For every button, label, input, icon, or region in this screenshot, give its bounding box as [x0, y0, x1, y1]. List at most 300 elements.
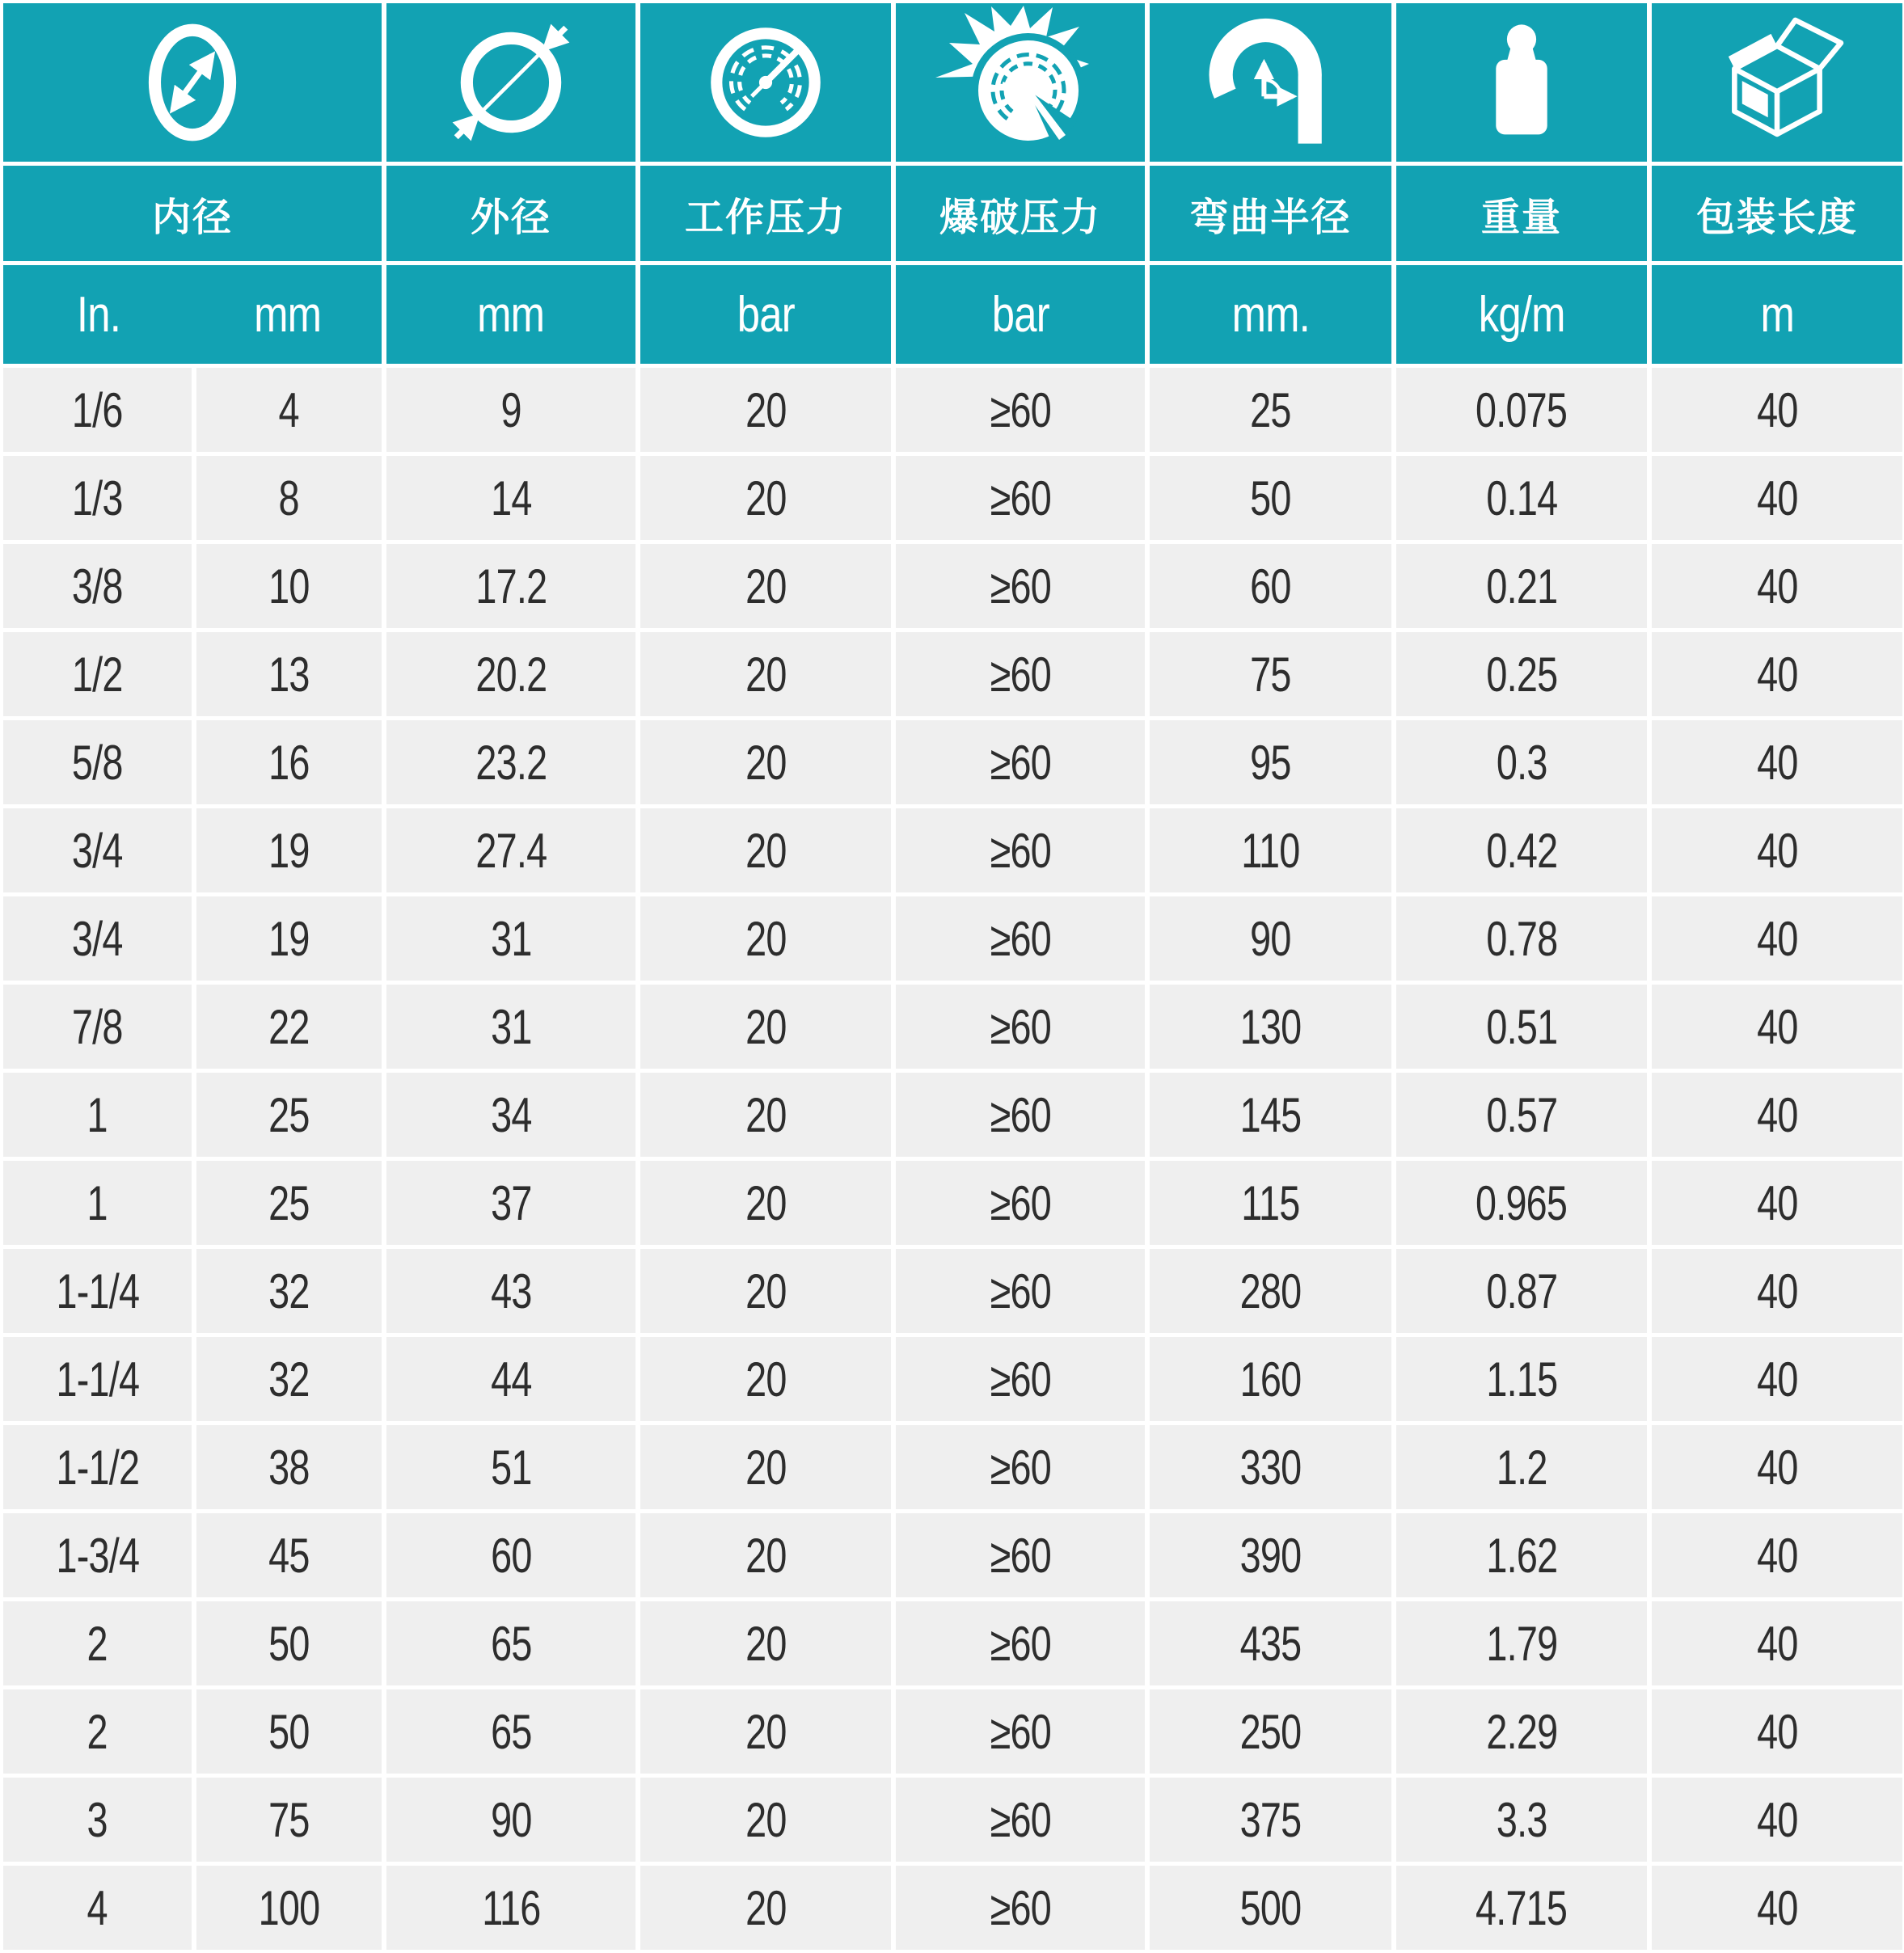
data-cell-row1-col1	[3, 368, 192, 452]
data-cell-row8-col3	[386, 985, 635, 1069]
data-cell-row10-col6	[1150, 1161, 1391, 1245]
data-value: 50	[268, 1704, 310, 1759]
data-value: 0.51	[1486, 999, 1557, 1054]
data-value: 2.29	[1486, 1704, 1557, 1759]
data-cell-row8-col6	[1150, 985, 1391, 1069]
data-value: 40	[1756, 823, 1798, 878]
data-cell-row6-col5	[896, 808, 1145, 892]
column-header-outer-diameter: 外径	[386, 166, 635, 261]
data-value: 20	[745, 911, 787, 966]
data-cell-row4-col5	[896, 632, 1145, 716]
data-cell-row15-col5	[896, 1601, 1145, 1685]
data-value: 20	[745, 1792, 787, 1847]
data-cell-row16-col5	[896, 1689, 1145, 1774]
data-value: ≥60	[990, 1616, 1051, 1671]
data-cell-row3-col5	[896, 544, 1145, 628]
data-cell-row12-col7	[1396, 1337, 1647, 1421]
data-value: 20	[745, 823, 787, 878]
data-cell-row11-col6	[1150, 1249, 1391, 1333]
data-value: ≥60	[990, 999, 1051, 1054]
data-cell-row15-col6	[1150, 1601, 1391, 1685]
data-value: 20	[745, 999, 787, 1054]
column-header-package-length: 包装长度	[1652, 166, 1902, 261]
data-value: 3	[87, 1792, 108, 1847]
data-value: 4	[278, 382, 300, 437]
data-cell-row10-col2	[196, 1161, 382, 1245]
data-cell-row14-col5	[896, 1513, 1145, 1597]
data-cell-row8-col1	[3, 985, 192, 1069]
data-cell-row9-col2	[196, 1073, 382, 1157]
data-cell-row10-col4	[640, 1161, 891, 1245]
data-value: 40	[1756, 1792, 1798, 1847]
data-value: 0.57	[1486, 1087, 1557, 1142]
data-value: 60	[1250, 559, 1291, 614]
data-cell-row8-col7	[1396, 985, 1647, 1069]
data-cell-row5-col6	[1150, 720, 1391, 804]
data-cell-row14-col1	[3, 1513, 192, 1597]
data-value: 9	[500, 382, 521, 437]
data-value: 0.14	[1486, 470, 1557, 525]
data-value: 14	[490, 470, 532, 525]
data-value: 1-1/4	[56, 1352, 139, 1407]
data-cell-row3-col8	[1652, 544, 1902, 628]
data-value: 27.4	[475, 823, 547, 878]
data-cell-row5-col7	[1396, 720, 1647, 804]
data-cell-row1-col3	[386, 368, 635, 452]
data-value: 31	[490, 911, 532, 966]
data-value: 25	[268, 1087, 310, 1142]
data-value: ≥60	[990, 1792, 1051, 1847]
data-cell-row5-col3	[386, 720, 635, 804]
data-value: 13	[268, 647, 310, 702]
data-value: 17.2	[475, 559, 547, 614]
data-cell-row7-col2	[196, 896, 382, 981]
weight-icon-cell	[1396, 3, 1647, 162]
data-cell-row11-col3	[386, 1249, 635, 1333]
unit-label: bar	[991, 286, 1049, 343]
data-value: ≥60	[990, 1880, 1051, 1935]
data-cell-row14-col4	[640, 1513, 891, 1597]
data-value: ≥60	[990, 1528, 1051, 1583]
data-value: 250	[1239, 1704, 1302, 1759]
outer-diameter-icon-cell	[386, 3, 635, 162]
data-value: 3/8	[72, 559, 123, 614]
data-value: 20	[745, 470, 787, 525]
data-value: 20	[745, 382, 787, 437]
data-cell-row10-col8	[1652, 1161, 1902, 1245]
column-header-inner-diameter: 内径	[3, 166, 382, 261]
data-value: 38	[268, 1440, 310, 1495]
data-value: 20	[745, 1880, 787, 1935]
data-value: 45	[268, 1528, 310, 1583]
data-cell-row9-col1	[3, 1073, 192, 1157]
data-cell-row6-col4	[640, 808, 891, 892]
data-value: 25	[268, 1175, 310, 1230]
data-cell-row1-col8	[1652, 368, 1902, 452]
data-value: 100	[258, 1880, 320, 1935]
data-value: 10	[268, 559, 310, 614]
data-cell-row3-col4	[640, 544, 891, 628]
data-cell-row17-col4	[640, 1778, 891, 1862]
data-value: 20	[745, 1704, 787, 1759]
data-cell-row13-col7	[1396, 1425, 1647, 1509]
data-cell-row4-col4	[640, 632, 891, 716]
column-header-weight: 重量	[1396, 166, 1647, 261]
data-cell-row2-col3	[386, 456, 635, 540]
data-cell-row8-col4	[640, 985, 891, 1069]
data-cell-row11-col5	[896, 1249, 1145, 1333]
data-value: 40	[1756, 647, 1798, 702]
data-cell-row14-col3	[386, 1513, 635, 1597]
data-cell-row4-col6	[1150, 632, 1391, 716]
data-value: 75	[268, 1792, 310, 1847]
data-cell-row3-col7	[1396, 544, 1647, 628]
data-cell-row11-col8	[1652, 1249, 1902, 1333]
unit-label: mm.	[1231, 286, 1310, 343]
data-value: 65	[490, 1704, 532, 1759]
data-cell-row7-col7	[1396, 896, 1647, 981]
data-value: 130	[1239, 999, 1302, 1054]
data-value: 40	[1756, 1175, 1798, 1230]
data-value: ≥60	[990, 1087, 1051, 1142]
data-value: 1/6	[72, 382, 123, 437]
data-cell-row14-col2	[196, 1513, 382, 1597]
data-value: 1-3/4	[56, 1528, 139, 1583]
data-cell-row1-col4	[640, 368, 891, 452]
data-value: ≥60	[990, 559, 1051, 614]
data-cell-row18-col5	[896, 1866, 1145, 1950]
data-cell-row5-col4	[640, 720, 891, 804]
data-cell-row7-col8	[1652, 896, 1902, 981]
data-cell-row4-col8	[1652, 632, 1902, 716]
data-value: 1.79	[1486, 1616, 1557, 1671]
data-cell-row17-col1	[3, 1778, 192, 1862]
data-value: 20	[745, 1175, 787, 1230]
data-cell-row16-col7	[1396, 1689, 1647, 1774]
data-cell-row16-col6	[1150, 1689, 1391, 1774]
inner-diameter-icon	[133, 13, 251, 152]
data-cell-row9-col4	[640, 1073, 891, 1157]
data-cell-row10-col1	[3, 1161, 192, 1245]
data-cell-row5-col2	[196, 720, 382, 804]
unit-inner-diameter-inch	[3, 286, 194, 344]
data-cell-row2-col8	[1652, 456, 1902, 540]
data-cell-row14-col6	[1150, 1513, 1391, 1597]
unit-cell-working-pressure	[640, 265, 891, 364]
data-cell-row15-col8	[1652, 1601, 1902, 1685]
data-cell-row4-col3	[386, 632, 635, 716]
data-value: ≥60	[990, 1352, 1051, 1407]
data-cell-row9-col8	[1652, 1073, 1902, 1157]
data-cell-row12-col6	[1150, 1337, 1391, 1421]
data-value: 116	[481, 1880, 541, 1935]
data-value: 40	[1756, 559, 1798, 614]
data-value: 0.87	[1486, 1263, 1557, 1318]
data-cell-row18-col3	[386, 1866, 635, 1950]
data-cell-row7-col5	[896, 896, 1145, 981]
data-value: 37	[490, 1175, 532, 1230]
data-cell-row5-col1	[3, 720, 192, 804]
data-cell-row11-col1	[3, 1249, 192, 1333]
data-cell-row7-col4	[640, 896, 891, 981]
data-cell-row6-col8	[1652, 808, 1902, 892]
data-cell-row2-col7	[1396, 456, 1647, 540]
data-cell-row18-col2	[196, 1866, 382, 1950]
data-value: 40	[1756, 1087, 1798, 1142]
data-cell-row6-col1	[3, 808, 192, 892]
data-value: 40	[1756, 1528, 1798, 1583]
data-cell-row11-col7	[1396, 1249, 1647, 1333]
data-value: ≥60	[990, 470, 1051, 525]
data-cell-row2-col1	[3, 456, 192, 540]
data-value: 34	[490, 1087, 532, 1142]
unit-cell-weight	[1396, 265, 1647, 364]
data-value: 145	[1239, 1087, 1302, 1142]
unit-label: In.	[76, 286, 121, 343]
data-value: 3/4	[72, 823, 123, 878]
data-value: ≥60	[990, 1175, 1051, 1230]
data-value: 115	[1241, 1175, 1300, 1230]
data-cell-row13-col1	[3, 1425, 192, 1509]
data-cell-row11-col4	[640, 1249, 891, 1333]
data-cell-row12-col8	[1652, 1337, 1902, 1421]
data-cell-row17-col5	[896, 1778, 1145, 1862]
data-value: 40	[1756, 1880, 1798, 1935]
data-value: 280	[1239, 1263, 1302, 1318]
data-value: 31	[490, 999, 532, 1054]
unit-cell-bend-radius	[1150, 265, 1391, 364]
unit-label: bar	[737, 286, 795, 343]
data-cell-row10-col5	[896, 1161, 1145, 1245]
inner-diameter-icon-cell	[3, 3, 382, 162]
data-value: 1.15	[1486, 1352, 1557, 1407]
data-cell-row12-col4	[640, 1337, 891, 1421]
data-cell-row4-col7	[1396, 632, 1647, 716]
data-cell-row11-col2	[196, 1249, 382, 1333]
data-cell-row13-col3	[386, 1425, 635, 1509]
data-cell-row14-col7	[1396, 1513, 1647, 1597]
data-value: ≥60	[990, 911, 1051, 966]
unit-label: mm	[254, 286, 322, 343]
data-cell-row12-col5	[896, 1337, 1145, 1421]
working-pressure-gauge-icon	[696, 13, 835, 152]
data-value: 0.075	[1475, 382, 1568, 437]
data-cell-row6-col2	[196, 808, 382, 892]
package-length-icon	[1701, 6, 1853, 158]
data-cell-row9-col7	[1396, 1073, 1647, 1157]
data-cell-row6-col6	[1150, 808, 1391, 892]
data-value: 20	[745, 1087, 787, 1142]
data-value: 0.42	[1486, 823, 1557, 878]
data-value: 44	[490, 1352, 532, 1407]
data-cell-row12-col2	[196, 1337, 382, 1421]
data-cell-row17-col2	[196, 1778, 382, 1862]
data-value: 16	[268, 735, 310, 790]
data-cell-row15-col3	[386, 1601, 635, 1685]
data-cell-row3-col1	[3, 544, 192, 628]
data-cell-row2-col5	[896, 456, 1145, 540]
spec-table	[3, 3, 1901, 1950]
data-value: 7/8	[72, 999, 123, 1054]
data-cell-row15-col1	[3, 1601, 192, 1685]
data-value: 40	[1756, 470, 1798, 525]
data-value: 40	[1756, 382, 1798, 437]
data-value: 65	[490, 1616, 532, 1671]
data-value: 20	[745, 1263, 787, 1318]
data-cell-row18-col1	[3, 1866, 192, 1950]
data-value: 40	[1756, 999, 1798, 1054]
data-value: 1	[87, 1087, 108, 1142]
data-value: ≥60	[990, 735, 1051, 790]
data-value: 500	[1239, 1880, 1302, 1935]
unit-label: kg/m	[1478, 286, 1565, 343]
data-value: 390	[1239, 1528, 1302, 1583]
data-value: 3.3	[1496, 1792, 1547, 1847]
data-value: 32	[268, 1352, 310, 1407]
data-cell-row5-col8	[1652, 720, 1902, 804]
burst-pressure-gauge-icon	[927, 6, 1113, 159]
data-value: 22	[268, 999, 310, 1054]
data-cell-row7-col6	[1150, 896, 1391, 981]
data-cell-row15-col4	[640, 1601, 891, 1685]
data-value: 40	[1756, 1440, 1798, 1495]
weight-icon	[1474, 20, 1569, 145]
data-cell-row1-col7	[1396, 368, 1647, 452]
package-length-icon-cell	[1652, 3, 1902, 162]
data-cell-row3-col3	[386, 544, 635, 628]
data-value: 20	[745, 1352, 787, 1407]
unit-inner-diameter-mm	[194, 286, 382, 344]
data-cell-row12-col3	[386, 1337, 635, 1421]
data-value: 20	[745, 1528, 787, 1583]
data-cell-row8-col2	[196, 985, 382, 1069]
data-cell-row7-col3	[386, 896, 635, 981]
column-header-working-pressure: 工作压力	[640, 166, 891, 261]
data-value: 160	[1239, 1352, 1302, 1407]
data-cell-row2-col4	[640, 456, 891, 540]
data-cell-row16-col4	[640, 1689, 891, 1774]
data-value: 1/2	[72, 647, 123, 702]
data-cell-row10-col7	[1396, 1161, 1647, 1245]
data-cell-row2-col2	[196, 456, 382, 540]
data-value: ≥60	[990, 647, 1051, 702]
data-cell-row7-col1	[3, 896, 192, 981]
data-value: 50	[1250, 470, 1291, 525]
data-value: 40	[1756, 735, 1798, 790]
data-cell-row1-col5	[896, 368, 1145, 452]
data-cell-row9-col6	[1150, 1073, 1391, 1157]
data-cell-row3-col6	[1150, 544, 1391, 628]
data-value: 19	[268, 911, 310, 966]
burst-pressure-gauge-icon-cell	[896, 3, 1145, 162]
data-value: 375	[1239, 1792, 1302, 1847]
data-cell-row13-col5	[896, 1425, 1145, 1509]
data-cell-row16-col2	[196, 1689, 382, 1774]
data-cell-row17-col7	[1396, 1778, 1647, 1862]
unit-cell-inner-diameter	[3, 265, 382, 364]
data-value: 1.62	[1486, 1528, 1557, 1583]
data-cell-row9-col3	[386, 1073, 635, 1157]
data-value: 1-1/2	[56, 1440, 139, 1495]
data-value: 60	[490, 1528, 532, 1583]
unit-label: m	[1760, 286, 1794, 343]
data-cell-row1-col2	[196, 368, 382, 452]
data-cell-row10-col3	[386, 1161, 635, 1245]
data-value: 32	[268, 1263, 310, 1318]
data-cell-row3-col2	[196, 544, 382, 628]
data-cell-row17-col8	[1652, 1778, 1902, 1862]
data-cell-row6-col3	[386, 808, 635, 892]
data-value: 0.25	[1486, 647, 1557, 702]
data-value: 1-1/4	[56, 1263, 139, 1318]
data-cell-row13-col4	[640, 1425, 891, 1509]
unit-cell-outer-diameter	[386, 265, 635, 364]
data-value: 0.78	[1486, 911, 1557, 966]
data-cell-row12-col1	[3, 1337, 192, 1421]
data-value: 40	[1756, 1616, 1798, 1671]
data-value: 8	[278, 470, 300, 525]
data-value: 0.21	[1486, 559, 1557, 614]
data-cell-row5-col5	[896, 720, 1145, 804]
data-value: 4	[87, 1880, 108, 1935]
data-cell-row4-col1	[3, 632, 192, 716]
column-header-bend-radius: 弯曲半径	[1150, 166, 1391, 261]
data-cell-row13-col2	[196, 1425, 382, 1509]
data-value: 5/8	[72, 735, 123, 790]
outer-diameter-icon	[441, 13, 580, 152]
data-value: 20.2	[475, 647, 547, 702]
data-cell-row16-col1	[3, 1689, 192, 1774]
data-value: 1/3	[72, 470, 123, 525]
data-value: 90	[490, 1792, 532, 1847]
data-cell-row8-col5	[896, 985, 1145, 1069]
data-value: 95	[1250, 735, 1291, 790]
data-value: 19	[268, 823, 310, 878]
data-value: 20	[745, 735, 787, 790]
data-cell-row16-col3	[386, 1689, 635, 1774]
data-cell-row18-col6	[1150, 1866, 1391, 1950]
data-cell-row6-col7	[1396, 808, 1647, 892]
data-value: 4.715	[1475, 1880, 1568, 1935]
data-value: 2	[87, 1704, 108, 1759]
data-value: ≥60	[990, 1440, 1051, 1495]
data-cell-row4-col2	[196, 632, 382, 716]
data-value: 75	[1250, 647, 1291, 702]
column-header-burst-pressure: 爆破压力	[896, 166, 1145, 261]
data-value: 0.3	[1496, 735, 1547, 790]
data-value: 1.2	[1496, 1440, 1547, 1495]
bend-radius-icon-cell	[1150, 3, 1391, 162]
data-value: 20	[745, 1440, 787, 1495]
data-cell-row1-col6	[1150, 368, 1391, 452]
data-value: 25	[1250, 382, 1291, 437]
data-value: ≥60	[990, 1263, 1051, 1318]
data-cell-row18-col8	[1652, 1866, 1902, 1950]
data-value: 40	[1756, 1263, 1798, 1318]
data-value: 3/4	[72, 911, 123, 966]
data-value: 20	[745, 1616, 787, 1671]
data-cell-row16-col8	[1652, 1689, 1902, 1774]
data-cell-row15-col7	[1396, 1601, 1647, 1685]
data-value: 20	[745, 559, 787, 614]
data-cell-row13-col6	[1150, 1425, 1391, 1509]
data-value: 1	[87, 1175, 108, 1230]
data-value: 50	[268, 1616, 310, 1671]
data-value: ≥60	[990, 823, 1051, 878]
data-value: 0.965	[1475, 1175, 1568, 1230]
unit-cell-package-length	[1652, 265, 1902, 364]
bend-radius-icon	[1201, 13, 1340, 152]
